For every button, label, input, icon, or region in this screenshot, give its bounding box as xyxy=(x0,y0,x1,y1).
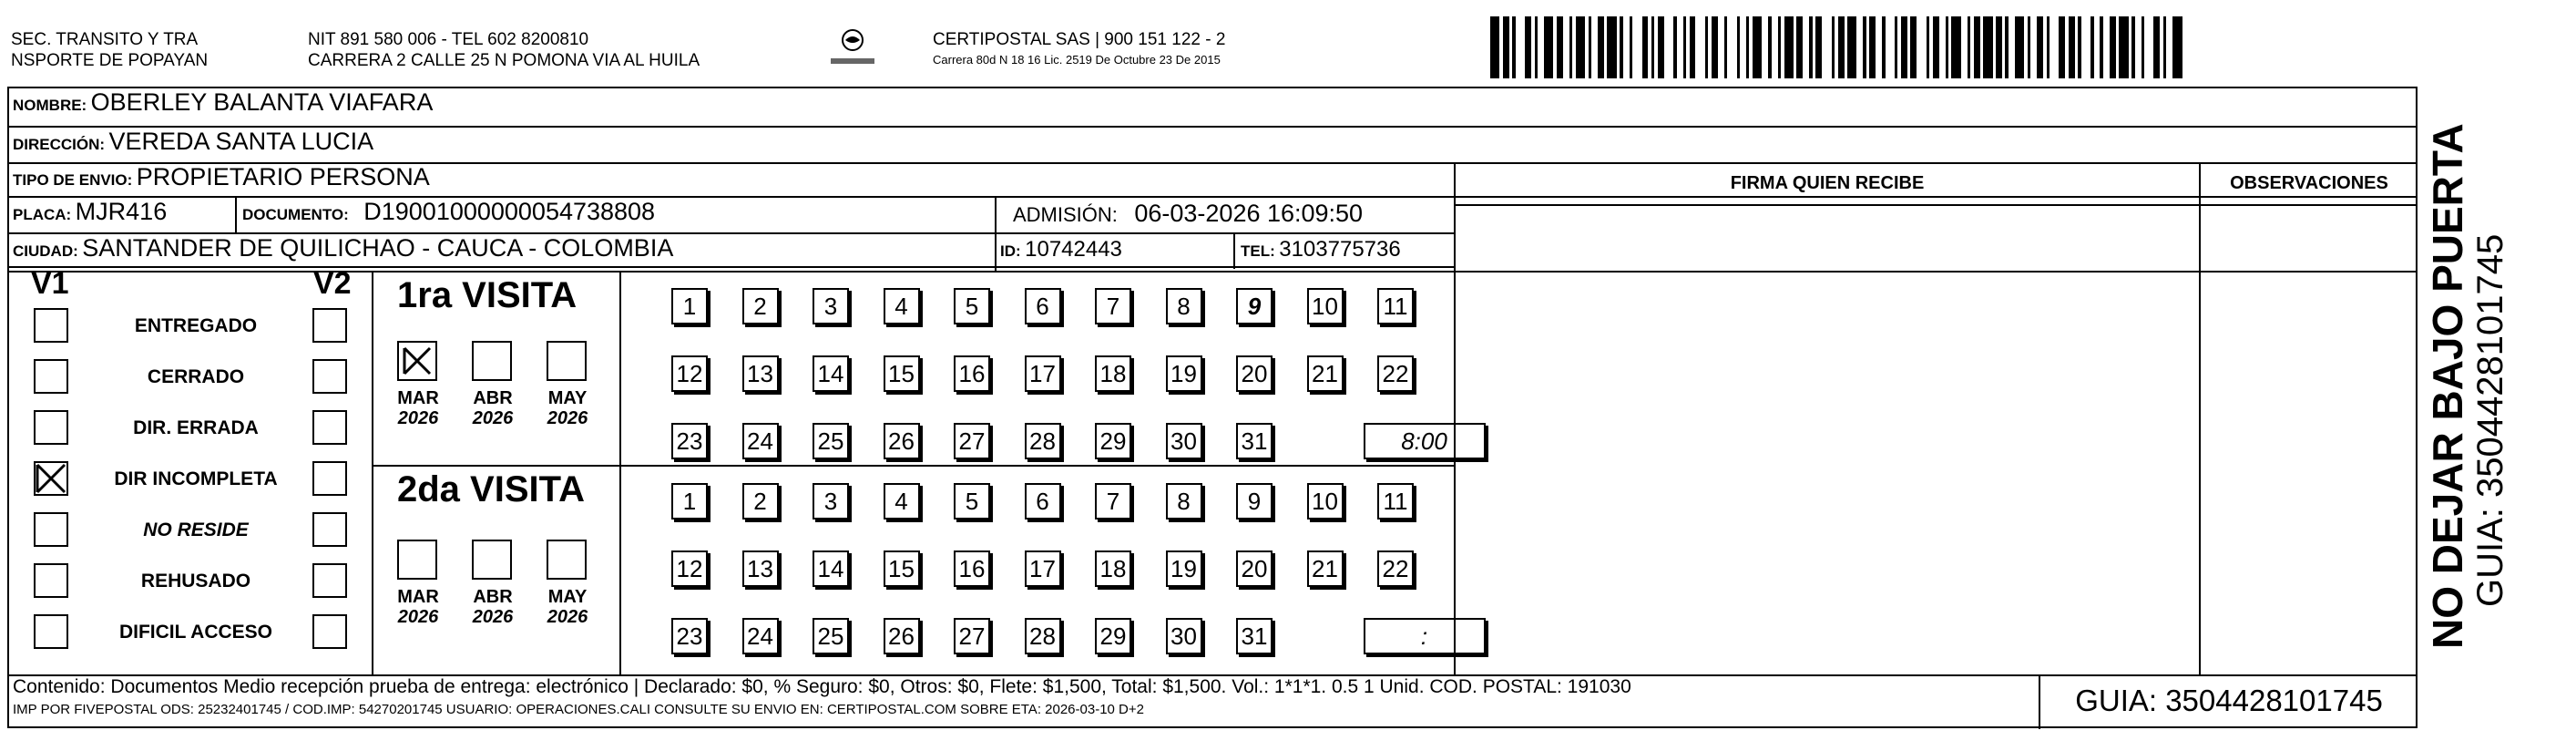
sender-block xyxy=(11,29,208,71)
direccion-value: VEREDA SANTA LUCIA xyxy=(108,128,374,155)
day-box[interactable]: 12 xyxy=(671,550,708,587)
month-checkbox[interactable] xyxy=(547,341,587,381)
day-box[interactable]: 13 xyxy=(742,550,779,587)
status-v2-checkbox[interactable] xyxy=(312,512,347,547)
side-guia: GUIA: 3504428101745 xyxy=(2470,233,2510,607)
status-v1-checkbox[interactable] xyxy=(34,410,68,445)
checkmark-icon xyxy=(399,343,435,379)
month-name: MAR xyxy=(397,388,439,408)
day-box[interactable]: 16 xyxy=(954,355,990,392)
status-v1-checkbox[interactable] xyxy=(34,359,68,394)
month-name: ABR xyxy=(473,587,513,607)
month-label xyxy=(536,388,599,428)
day-box[interactable]: 19 xyxy=(1166,550,1202,587)
day-box[interactable]: 26 xyxy=(884,618,920,654)
day-box[interactable]: 2 xyxy=(742,483,779,520)
no-dejar-bajo-puerta: NO DEJAR BAJO PUERTA xyxy=(2424,123,2471,649)
status-v2-checkbox[interactable] xyxy=(312,410,347,445)
day-box[interactable]: 2 xyxy=(742,288,779,324)
status-v2-checkbox[interactable] xyxy=(312,614,347,649)
month-name: MAY xyxy=(547,388,588,408)
documento-label: DOCUMENTO: xyxy=(242,206,349,223)
day-box[interactable]: 7 xyxy=(1095,483,1131,520)
day-box[interactable]: 13 xyxy=(742,355,779,392)
certipostal-logo-icon xyxy=(827,26,878,71)
id-label: ID: xyxy=(1000,242,1021,260)
month-year: 2026 xyxy=(397,607,439,627)
day-box[interactable]: 22 xyxy=(1377,550,1414,587)
day-box[interactable]: 8 xyxy=(1166,483,1202,520)
time-box[interactable]: 8:00 xyxy=(1364,423,1486,459)
v2-header: V2 xyxy=(313,266,352,301)
day-box[interactable]: 10 xyxy=(1307,288,1344,324)
day-box[interactable]: 25 xyxy=(813,423,849,459)
day-box[interactable]: 1 xyxy=(671,288,708,324)
admision-label: ADMISIÓN: xyxy=(1013,203,1118,226)
status-label: NO RESIDE xyxy=(143,520,249,540)
month-checkbox[interactable] xyxy=(397,341,437,381)
license-line: Carrera 80d N 18 16 Lic. 2519 De Octubre 23 De 2015 xyxy=(933,53,1221,67)
month-checkbox[interactable] xyxy=(397,540,437,580)
month-checkbox[interactable] xyxy=(472,540,512,580)
barcode xyxy=(1490,16,2182,78)
documento-field xyxy=(242,198,655,226)
id-field xyxy=(1000,237,1122,262)
ciudad-value: SANTANDER DE QUILICHAO - CAUCA - COLOMBIA xyxy=(82,234,674,262)
day-box[interactable]: 17 xyxy=(1025,550,1061,587)
day-box[interactable]: 25 xyxy=(813,618,849,654)
day-box[interactable]: 3 xyxy=(813,288,849,324)
month-checkbox[interactable] xyxy=(547,540,587,580)
day-box[interactable]: 31 xyxy=(1236,618,1273,654)
visit1-title: 1ra VISITA xyxy=(397,275,578,315)
day-box[interactable]: 29 xyxy=(1095,618,1131,654)
tel-field xyxy=(1241,237,1401,262)
day-box[interactable]: 8 xyxy=(1166,288,1202,324)
day-box[interactable]: 21 xyxy=(1307,550,1344,587)
day-box[interactable]: 30 xyxy=(1166,618,1202,654)
footer-print-info: IMP POR FIVEPOSTAL ODS: 25232401745 / COD.IMP: 54270201745 USUARIO: OPERACIONES.CALI CONSULTE SU ENVIO EN: CERTIPOSTAL.COM SOBRE ETA: 2026-03-10 D+2 xyxy=(13,702,1144,717)
month-label xyxy=(461,587,525,627)
company-block xyxy=(933,29,1225,67)
day-box[interactable]: 16 xyxy=(954,550,990,587)
month-year: 2026 xyxy=(547,408,588,428)
visit2-title: 2da VISITA xyxy=(397,469,585,509)
month-year: 2026 xyxy=(472,607,514,627)
documento-value: D19001000000054738808 xyxy=(363,198,656,225)
status-v2-checkbox[interactable] xyxy=(312,308,347,343)
day-box[interactable]: 5 xyxy=(954,288,990,324)
day-box[interactable]: 15 xyxy=(884,550,920,587)
nombre-label: NOMBRE: xyxy=(13,97,87,114)
checkmark-icon xyxy=(36,463,66,494)
day-box[interactable]: 29 xyxy=(1095,423,1131,459)
v1-header: V1 xyxy=(31,266,69,301)
month-label xyxy=(386,587,450,627)
day-box[interactable]: 28 xyxy=(1025,618,1061,654)
status-label: REHUSADO xyxy=(140,571,251,592)
day-box[interactable]: 23 xyxy=(671,618,708,654)
nombre-field xyxy=(13,88,433,117)
tipo-envio-field xyxy=(13,163,430,191)
status-label: DIR. ERRADA xyxy=(133,417,259,438)
day-box[interactable]: 22 xyxy=(1377,355,1414,392)
day-box[interactable]: 12 xyxy=(671,355,708,392)
month-label xyxy=(386,388,450,428)
address-line: CARRERA 2 CALLE 25 N POMONA VIA AL HUILA xyxy=(308,51,700,70)
day-box[interactable]: 21 xyxy=(1307,355,1344,392)
id-value: 10742443 xyxy=(1025,237,1122,262)
direccion-field xyxy=(13,128,373,156)
day-box[interactable]: 23 xyxy=(671,423,708,459)
day-box[interactable]: 14 xyxy=(813,355,849,392)
status-label: CERRADO xyxy=(147,366,245,387)
status-v2-checkbox[interactable] xyxy=(312,461,347,496)
status-v1-checkbox[interactable] xyxy=(34,614,68,649)
footer-guia: GUIA: 3504428101745 xyxy=(2075,684,2383,717)
ciudad-label: CIUDAD: xyxy=(13,242,78,260)
day-box-checked[interactable]: 9 xyxy=(1236,288,1273,324)
day-box[interactable]: 5 xyxy=(954,483,990,520)
sender-line-2: NSPORTE DE POPAYAN xyxy=(11,51,209,70)
day-box[interactable]: 30 xyxy=(1166,423,1202,459)
month-year: 2026 xyxy=(547,607,588,627)
placa-label: PLACA: xyxy=(13,206,72,223)
month-label xyxy=(461,388,525,428)
day-box[interactable]: 24 xyxy=(742,618,779,654)
sender-line-1: SEC. TRANSITO Y TRA xyxy=(11,30,199,49)
direccion-label: DIRECCIÓN: xyxy=(13,136,106,153)
day-box[interactable]: 11 xyxy=(1377,483,1414,520)
company-line: CERTIPOSTAL SAS | 900 151 122 - 2 xyxy=(933,30,1226,49)
firma-area[interactable] xyxy=(1456,206,2199,674)
day-box[interactable]: 3 xyxy=(813,483,849,520)
day-box[interactable]: 31 xyxy=(1236,423,1273,459)
day-box[interactable]: 27 xyxy=(954,618,990,654)
day-box[interactable]: 11 xyxy=(1377,288,1414,324)
day-box[interactable]: 28 xyxy=(1025,423,1061,459)
day-box[interactable]: 1 xyxy=(671,483,708,520)
month-name: MAR xyxy=(397,587,439,607)
sender-address-block xyxy=(308,29,700,71)
tel-value: 3103775736 xyxy=(1279,237,1401,262)
day-box[interactable]: 6 xyxy=(1025,483,1061,520)
observaciones-header: OBSERVACIONES xyxy=(2230,173,2388,193)
day-box[interactable]: 10 xyxy=(1307,483,1344,520)
time-box[interactable]: : xyxy=(1364,618,1486,654)
day-box[interactable]: 7 xyxy=(1095,288,1131,324)
ciudad-field xyxy=(13,234,673,262)
month-name: MAY xyxy=(547,587,588,607)
status-v1-checkbox[interactable] xyxy=(34,461,68,496)
nombre-value: OBERLEY BALANTA VIAFARA xyxy=(90,88,434,116)
status-v1-checkbox[interactable] xyxy=(34,308,68,343)
day-box[interactable]: 18 xyxy=(1095,355,1131,392)
status-v1-checkbox[interactable] xyxy=(34,512,68,547)
day-box[interactable]: 18 xyxy=(1095,550,1131,587)
day-box[interactable]: 14 xyxy=(813,550,849,587)
placa-value: MJR416 xyxy=(75,198,168,225)
day-box[interactable]: 20 xyxy=(1236,355,1273,392)
firma-header: FIRMA QUIEN RECIBE xyxy=(1730,173,1925,193)
admision-field xyxy=(1013,200,1363,228)
day-box[interactable]: 20 xyxy=(1236,550,1273,587)
month-year: 2026 xyxy=(472,408,514,428)
day-box[interactable]: 4 xyxy=(884,483,920,520)
tipo-envio-value: PROPIETARIO PERSONA xyxy=(136,163,430,190)
day-box[interactable]: 26 xyxy=(884,423,920,459)
status-label: DIFICIL ACCESO xyxy=(118,622,272,643)
month-label xyxy=(536,587,599,627)
month-year: 2026 xyxy=(397,408,439,428)
day-box[interactable]: 6 xyxy=(1025,288,1061,324)
status-label: DIR INCOMPLETA xyxy=(114,468,278,489)
observaciones-area[interactable] xyxy=(2201,206,2418,674)
day-box[interactable]: 24 xyxy=(742,423,779,459)
day-box[interactable]: 27 xyxy=(954,423,990,459)
day-box[interactable]: 4 xyxy=(884,288,920,324)
day-box[interactable]: 9 xyxy=(1236,483,1273,520)
month-checkbox[interactable] xyxy=(472,341,512,381)
day-box[interactable]: 15 xyxy=(884,355,920,392)
day-box[interactable]: 19 xyxy=(1166,355,1202,392)
status-v2-checkbox[interactable] xyxy=(312,563,347,598)
status-v1-checkbox[interactable] xyxy=(34,563,68,598)
admision-value: 06-03-2026 16:09:50 xyxy=(1134,200,1364,227)
tipo-envio-label: TIPO DE ENVIO: xyxy=(13,171,133,189)
status-label: ENTREGADO xyxy=(134,315,258,336)
footer-contents: Contenido: Documentos Medio recepción prueba de entrega: electrónico | Declarado: $0, % Seguro: $0, Otros: $0, Flete: $1,500, Total: $1,500. Vol.: 1*1*1. 0.5 1 Unid. COD. POSTAL: 191030 xyxy=(13,676,1631,697)
month-name: ABR xyxy=(473,388,513,408)
status-v2-checkbox[interactable] xyxy=(312,359,347,394)
day-box[interactable]: 17 xyxy=(1025,355,1061,392)
tel-label: TEL: xyxy=(1241,242,1275,260)
nit-line: NIT 891 580 006 - TEL 602 8200810 xyxy=(308,30,589,49)
placa-field xyxy=(13,198,167,226)
